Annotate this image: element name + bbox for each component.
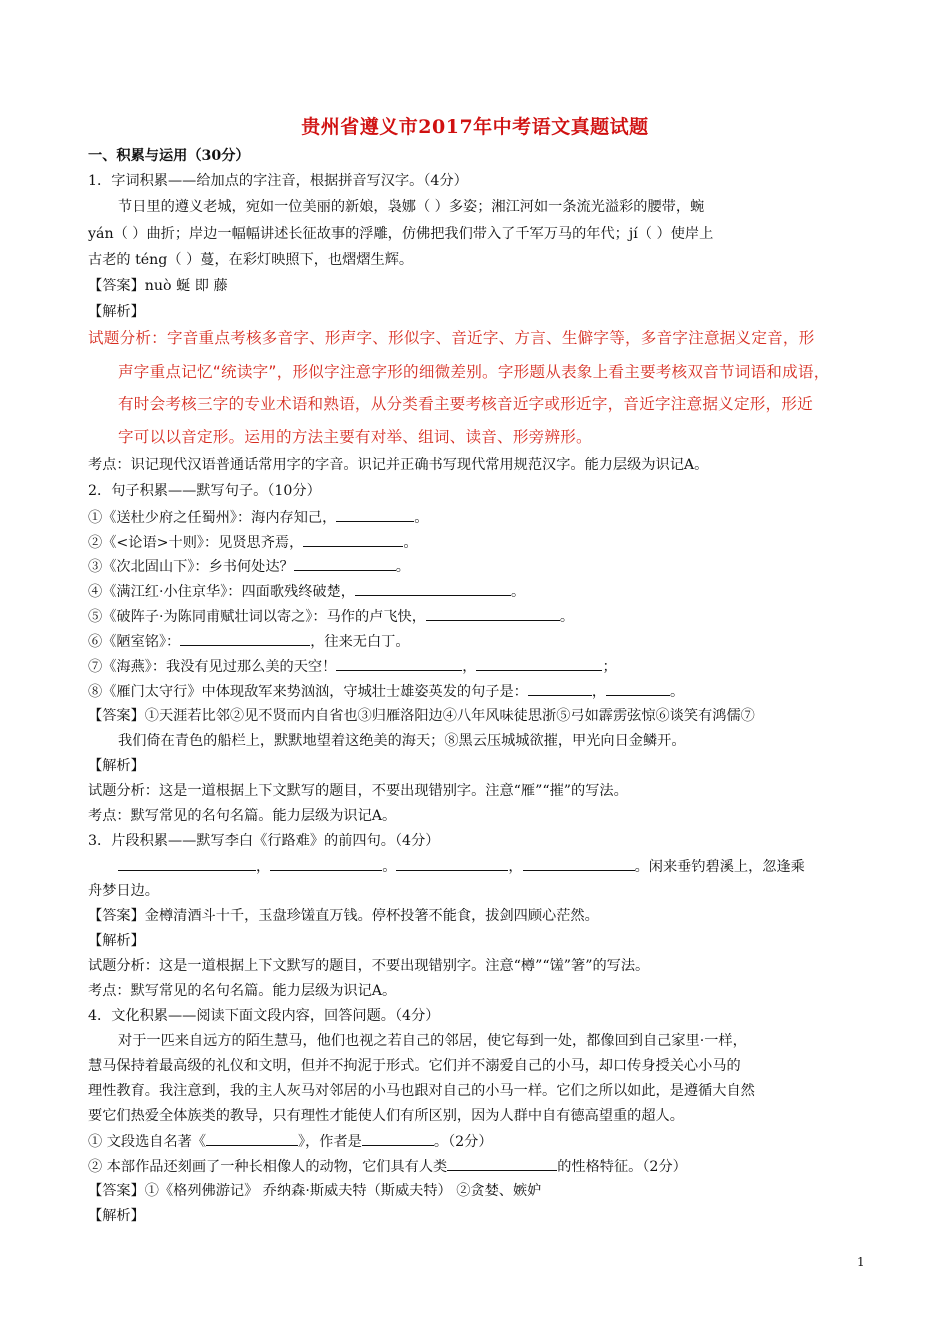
- q1-stem: 1．字词积累——给加点的字注音，根据拼音写汉字。（4分）: [88, 173, 468, 189]
- q3-tail: 舟梦日边。: [88, 883, 159, 899]
- answer-blank: [336, 656, 462, 671]
- q2-item: ①《送杜少府之任蜀州》：海内存知己， 。: [88, 507, 428, 528]
- q1-analysis-text: 试题分析：字音重点考核多音字、形声字、形似字、音近字、方言、生僻字等，多音字注意据义定音，形: [88, 329, 815, 347]
- q1-passage-line: 节日里的遵义老城，宛如一位美丽的新娘，袅娜（ ）多姿；湘江河如一条流光溢彩的腰带，蜿: [118, 199, 705, 215]
- q1-kaodian: 考点：识记现代汉语普通话常用字的字音。识记并正确书写现代常用规范汉字。能力层级为识记A。: [88, 457, 709, 473]
- answer-blank: [336, 507, 414, 522]
- q4-passage-line: 对于一匹来自远方的陌生慧马，他们也视之若自己的邻居，使它每到一处，都像回到自己家里·一样，: [118, 1033, 747, 1049]
- q1-analysis-text: 声字重点记忆“统读字”，形似字注意字形的细微差别。字形题从表象上看主要考核双音节词语和成语，: [118, 363, 830, 381]
- answer-blank: [294, 556, 396, 571]
- answer-blank: [270, 856, 382, 871]
- q2-stem: 2．句子积累——默写句子。（10分）: [88, 483, 321, 499]
- q2-kaodian: 考点：默写常见的名句名篇。能力层级为识记A。: [88, 808, 397, 824]
- answer-blank: [180, 631, 310, 646]
- q2-item: ⑤《破阵子·为陈同甫赋壮词以寄之》：马作的卢飞快， 。: [88, 606, 574, 627]
- answer-blank: [303, 532, 403, 547]
- q4-subquestion: ② 本部作品还刻画了一种长相像人的动物，它们具有人类 的性格特征。（2分）: [88, 1156, 687, 1177]
- answer-blank: [528, 681, 592, 696]
- answer-blank: [476, 656, 602, 671]
- q3-kaodian: 考点：默写常见的名句名篇。能力层级为识记A。: [88, 983, 397, 999]
- answer-blank: [362, 1131, 434, 1146]
- q1-analysis-text: 有时会考核三字的专业术语和熟语，从分类看主要考核音近字或形近字，音近字注意据义定形，形近: [118, 395, 813, 413]
- q3-analysis-label: 【解析】: [88, 933, 145, 949]
- q1-answer: 【答案】nuò 蜒 即 藤: [88, 278, 228, 294]
- q2-analysis-label: 【解析】: [88, 758, 145, 774]
- answer-blank: [206, 1131, 298, 1146]
- section-heading: 一、积累与运用（30分）: [88, 148, 250, 164]
- q3-blanks: ， 。 ， 。闲来垂钓碧溪上，忽逢乘: [118, 856, 805, 877]
- q3-answer: 【答案】金樽清酒斗十千，玉盘珍馐直万钱。停杯投箸不能食，拔剑四顾心茫然。: [88, 908, 599, 924]
- q3-analysis: 试题分析：这是一道根据上下文默写的题目，不要出现错别字。注意“樽”“馐”箸”的写法。: [88, 958, 650, 974]
- q4-stem: 4．文化积累——阅读下面文段内容，回答问题。（4分）: [88, 1008, 440, 1024]
- answer-blank: [426, 606, 560, 621]
- q2-item: ⑧《雁门太守行》中体现敌军来势汹汹，守城壮士雄姿英发的句子是： ， 。: [88, 681, 684, 702]
- answer-blank: [606, 681, 670, 696]
- q2-answer-cont: 我们倚在青色的船栏上，默默地望着这绝美的海天；⑧黑云压城城欲摧，甲光向日金鳞开。: [118, 733, 686, 749]
- q2-item: ③《次北固山下》：乡书何处达？ 。: [88, 556, 410, 577]
- q1-passage-line: yán（ ）曲折；岸边一幅幅讲述长征故事的浮雕，仿佛把我们带入了千军万马的年代；jí（ ）使岸上: [88, 226, 714, 242]
- q4-answer: 【答案】①《格列佛游记》 乔纳森·斯威夫特（斯威夫特） ②贪婪、嫉妒: [88, 1183, 542, 1199]
- q2-item: ⑥《陋室铭》： ，往来无白丁。: [88, 631, 410, 652]
- q4-passage-line: 要它们热爱全体族类的教导，只有理性才能使人们有所区别，因为人群中自有德高望重的超人。: [88, 1108, 684, 1124]
- answer-blank: [118, 856, 256, 871]
- answer-blank: [523, 856, 635, 871]
- q4-passage-line: 理性教育。我注意到，我的主人灰马对邻居的小马也跟对自己的小马一样。它们之所以如此，是遵循大自然: [88, 1083, 755, 1099]
- q1-passage-line: 古老的 téng（ ）蔓，在彩灯映照下，也熠熠生辉。: [88, 252, 414, 268]
- q4-analysis-label: 【解析】: [88, 1208, 145, 1224]
- document-title: 贵州省遵义市2017年中考语文真题试题: [301, 116, 649, 138]
- q2-item: ②《<论语>十则》：见贤思齐焉， 。: [88, 532, 418, 553]
- page-number: 1: [857, 1255, 865, 1269]
- answer-blank: [447, 1156, 557, 1171]
- q2-analysis: 试题分析：这是一道根据上下文默写的题目，不要出现错别字。注意“雁”“摧”的写法。: [88, 783, 628, 799]
- q1-analysis-label: 【解析】: [88, 304, 145, 320]
- q2-item: ④《满江红·小住京华》：四面歌残终破楚， 。: [88, 581, 525, 602]
- q4-subquestion: ① 文段选自名著《 》，作者是 。（2分）: [88, 1131, 493, 1152]
- answer-blank: [396, 856, 508, 871]
- q2-item: ⑦《海燕》：我没有见过那么美的天空！ ， ；: [88, 656, 617, 677]
- q1-analysis-text: 字可以以音定形。运用的方法主要有对举、组词、读音、形旁辨形。: [118, 428, 592, 446]
- q2-answer: 【答案】①天涯若比邻②见不贤而内自省也③归雁洛阳边④八年风味徒思浙⑤弓如霹雳弦惊⑥谈笑有鸿儒⑦: [88, 708, 755, 724]
- q3-stem: 3．片段积累——默写李白《行路难》的前四句。（4分）: [88, 833, 440, 849]
- q4-passage-line: 慧马保持着最高级的礼仪和文明，但并不拘泥于形式。它们并不溺爱自己的小马，却口传身授关心小马的: [88, 1058, 741, 1074]
- answer-blank: [355, 581, 511, 596]
